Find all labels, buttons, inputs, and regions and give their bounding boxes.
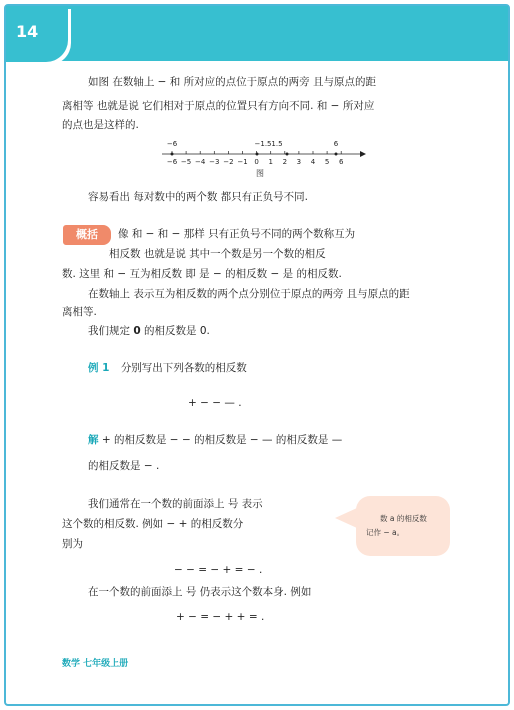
number-line-tick-label: 6	[338, 158, 344, 166]
example-label: 例 1	[88, 362, 110, 374]
para4-line1: 在一个数的前面添上 号 仍表示这个数本身. 例如	[88, 586, 312, 598]
solution-label: 解	[88, 434, 99, 446]
upper-label-3: 1.5	[271, 140, 283, 148]
upper-label-2: −1.5	[254, 140, 272, 148]
number-line-tick-label: −1	[237, 158, 248, 166]
number-line-tick-label: −5	[180, 158, 192, 166]
number-line-figure	[160, 140, 370, 168]
number-line-tick-label: 2	[282, 158, 288, 166]
figure-caption: 图	[256, 169, 264, 178]
para1-line1: 如图 在数轴上 − 和 所对应的点位于原点的两旁 且与原点的距	[88, 76, 376, 88]
summary-zero: 0	[133, 325, 141, 337]
para3-line2: 这个数的相反数. 例如 − + 的相反数分	[62, 518, 244, 530]
para1-line2: 离相等 也就是说 它们相对于原点的位置只有方向不同. 和 − 所对应	[62, 100, 375, 112]
number-line-tick-label: 1	[268, 158, 273, 166]
number-line-arrow	[360, 151, 366, 157]
callout-line2: 记作 − a。	[366, 528, 405, 537]
upper-label-1: −6	[166, 140, 178, 148]
para3-line1: 我们通常在一个数的前面添上 号 表示	[88, 498, 263, 510]
para1-line3: 的点也是这样的.	[62, 119, 139, 131]
summary-line2: 相反数 也就是说 其中一个数是另一个数的相反	[109, 248, 326, 260]
summary-line5: 离相等.	[62, 306, 97, 318]
para3-line3: 别为	[62, 538, 83, 550]
para3-equation: − − = − + = − .	[174, 564, 263, 576]
header-band	[6, 6, 508, 61]
para4-equation: + − = − + + = .	[176, 611, 265, 623]
para2-line1: 容易看出 每对数中的两个数 都只有正负号不同.	[88, 191, 309, 203]
summary-line3: 数. 这里 和 − 互为相反数 即 是 − 的相反数 − 是 的相反数.	[62, 268, 342, 280]
summary-line4: 在数轴上 表示互为相反数的两个点分别位于原点的两旁 且与原点的距	[88, 288, 410, 300]
point-neg6	[171, 153, 174, 156]
summary-badge: 概括	[63, 225, 111, 245]
summary-line6-pre: 我们规定	[88, 325, 134, 337]
upper-label-4: 6	[333, 140, 339, 148]
example-1	[88, 358, 247, 378]
summary-line1: 像 和 − 和 − 那样 只有正负号不同的两个数称互为	[118, 228, 356, 240]
callout-tail	[335, 508, 357, 528]
number-line-tick-label: −4	[195, 158, 206, 166]
number-line-tick-label: −3	[209, 158, 220, 166]
number-line-tick-label: 3	[296, 158, 302, 166]
number-line-tick-label: 0	[254, 158, 259, 166]
solution-line1	[88, 430, 342, 450]
callout-line1: 数 a 的相反数	[380, 514, 427, 523]
number-line-tick-label: −2	[223, 158, 234, 166]
point-1-5	[286, 153, 289, 156]
summary-line6	[88, 321, 210, 341]
point-neg1-5	[256, 153, 259, 156]
summary-line6-post: 的相反数是 0.	[140, 325, 210, 337]
callout-text	[366, 512, 427, 540]
solution-line1-text: + 的相反数是 − − 的相反数是 − — 的相反数是 —	[98, 434, 343, 446]
number-line-tick-label: 5	[324, 158, 330, 166]
footer-book-title: 数学 七年级上册	[62, 659, 129, 669]
number-line-tick-label: 4	[310, 158, 316, 166]
number-line-tick-label: −6	[166, 158, 178, 166]
point-6	[335, 153, 338, 156]
example-prompt: 分别写出下列各数的相反数	[120, 362, 247, 374]
example-items: + − − — .	[188, 397, 242, 409]
solution-line2: 的相反数是 − .	[88, 460, 160, 472]
page-number: 14	[16, 22, 39, 41]
